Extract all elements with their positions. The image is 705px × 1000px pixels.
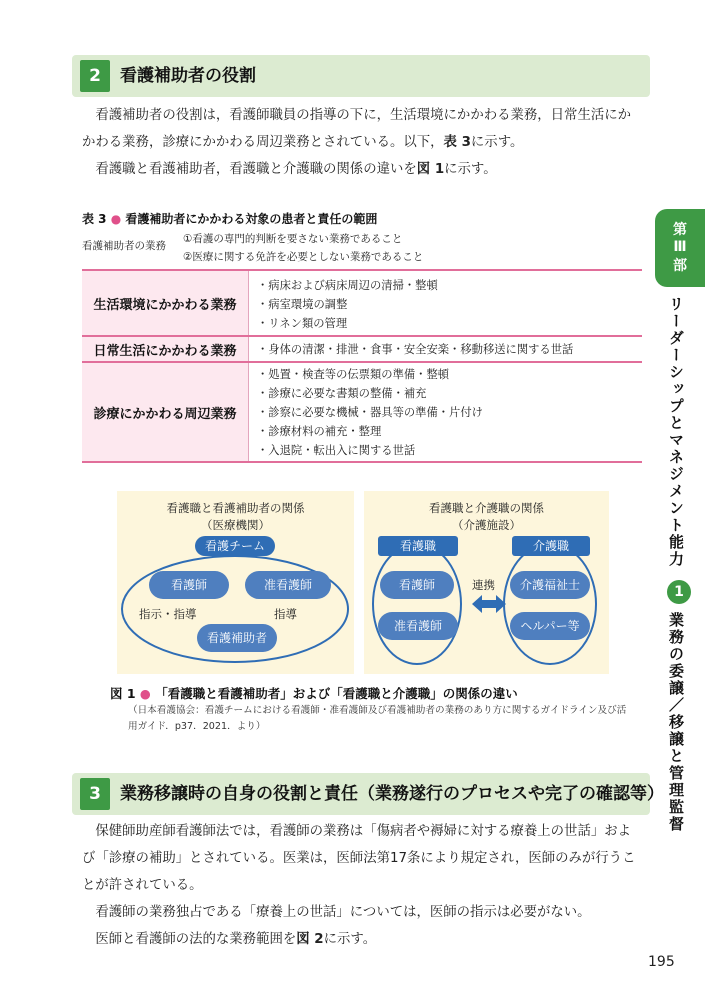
section-number: 2 [80, 60, 110, 92]
section-3-header [72, 773, 664, 815]
row-item: ・入退院・転出入に関する世話 [257, 444, 416, 457]
assistant-node: 看護補助者 [197, 624, 277, 652]
row-item: ・病室環境の調整 [257, 298, 348, 311]
guidance-label: 指導 [274, 607, 297, 621]
row-item: ・診療に必要な書類の整備・補充 [257, 387, 427, 400]
paragraph: 看護職と看護補助者，看護職と介護職の関係の違いを図 1に示す。 [95, 162, 497, 177]
part-title: リーダーシップとマネジメント能力 [667, 296, 685, 568]
paragraph: 保健師助産師看護師法では，看護師の業務は「傷病者や褥婦に対する療養上の世話」および「診療の補助」とされている。医業は，医師法第17条により規定され，医師のみが行うことが許されている。 [82, 824, 636, 893]
paragraph: 看護補助者の役割は，看護師職員の指導の下に，生活環境にかかわる業務，日常生活にかかわる業務，診療にかかわる周辺業務とされている。以下，表 3に示す。 [82, 108, 632, 150]
row-item: ・処置・検査等の伝票類の準備・整頓 [257, 368, 450, 381]
figure-1-left-panel [117, 491, 354, 674]
paragraph: 看護師の業務独占である「療養上の世話」については，医師の指示は必要がない。 [95, 905, 591, 920]
row-item: ・病床および病床周辺の清掃・整頓 [257, 279, 438, 292]
assoc-nurse-node: 准看護師 [245, 571, 331, 599]
figure-ref: 図 2 [296, 932, 324, 947]
assoc-nurse-node: 准看護師 [378, 612, 458, 640]
table-row [82, 271, 642, 335]
section-number: 3 [80, 778, 110, 810]
table-row [82, 337, 642, 361]
panel-title: 看護職と看護補助者の関係 [166, 501, 305, 515]
row-category: 診療にかかわる周辺業務 [82, 363, 248, 461]
row-item: ・身体の清潔・排泄・食事・安全安楽・移動移送に関する世話 [257, 343, 574, 356]
duty-label: 看護補助者の業務 [82, 240, 166, 252]
figure-reference: （日本看護協会：看護チームにおける看護師・准看護師及び看護補助者の業務のあり方に関するガイドライン及び活用ガイド．p37．2021．より） [128, 705, 627, 732]
row-item: ・リネン類の管理 [257, 317, 348, 330]
panel-subtitle: （医療機関） [201, 518, 270, 532]
helper-node: ヘルパー等 [510, 612, 590, 640]
care-worker-node: 介護福祉士 [510, 571, 590, 599]
section-title: 看護補助者の役割 [120, 66, 256, 86]
part-tab: 第 Ⅲ 部 [655, 209, 705, 287]
figure-caption: 図 1 ● 「看護職と看護補助者」および「看護職と介護職」の関係の違い [110, 686, 518, 701]
figure-1-right-panel [364, 491, 609, 674]
duty-condition-1: ①看護の専門的判断を要さない業務であること [183, 233, 403, 245]
duty-condition-2: ②医療に関する免許を必要としない業務であること [183, 251, 424, 263]
care-tab: 介護職 [512, 536, 590, 556]
row-item: ・診察に必要な機械・器具等の準備・片付け [257, 406, 483, 419]
section-title: 業務移譲時の自身の役割と責任（業務遂行のプロセスや完了の確認等） [120, 784, 664, 804]
chapter-title: 業務の委譲／移譲と管理監督 [667, 612, 685, 833]
section-2-header [72, 55, 650, 97]
panel-subtitle: （介護施設） [452, 518, 521, 532]
section-3-body [82, 818, 644, 953]
table-row [82, 363, 642, 461]
nurse-node: 看護師 [149, 571, 229, 599]
row-category: 生活環境にかかわる業務 [82, 271, 248, 335]
nursing-tab: 看護職 [378, 536, 458, 556]
page-number: 195 [648, 954, 675, 970]
figure-ref: 図 1 [416, 162, 445, 177]
table-caption: 表 3 ● 看護補助者にかかわる対象の患者と責任の範囲 [82, 212, 378, 226]
panel-title: 看護職と介護職の関係 [429, 501, 544, 515]
link-label: 連携 [472, 578, 495, 592]
team-label: 看護チーム [195, 536, 275, 556]
section-2-body [82, 102, 644, 183]
instruction-label: 指示・指導 [139, 607, 197, 621]
row-category: 日常生活にかかわる業務 [82, 337, 248, 361]
row-item: ・診療材料の補充・整理 [257, 425, 382, 438]
paragraph: 医師と看護師の法的な業務範囲を図 2に示す。 [95, 932, 377, 947]
nurse-node: 看護師 [380, 571, 454, 599]
chapter-number: 1 [667, 580, 691, 604]
table-ref: 表 3 [443, 135, 471, 150]
